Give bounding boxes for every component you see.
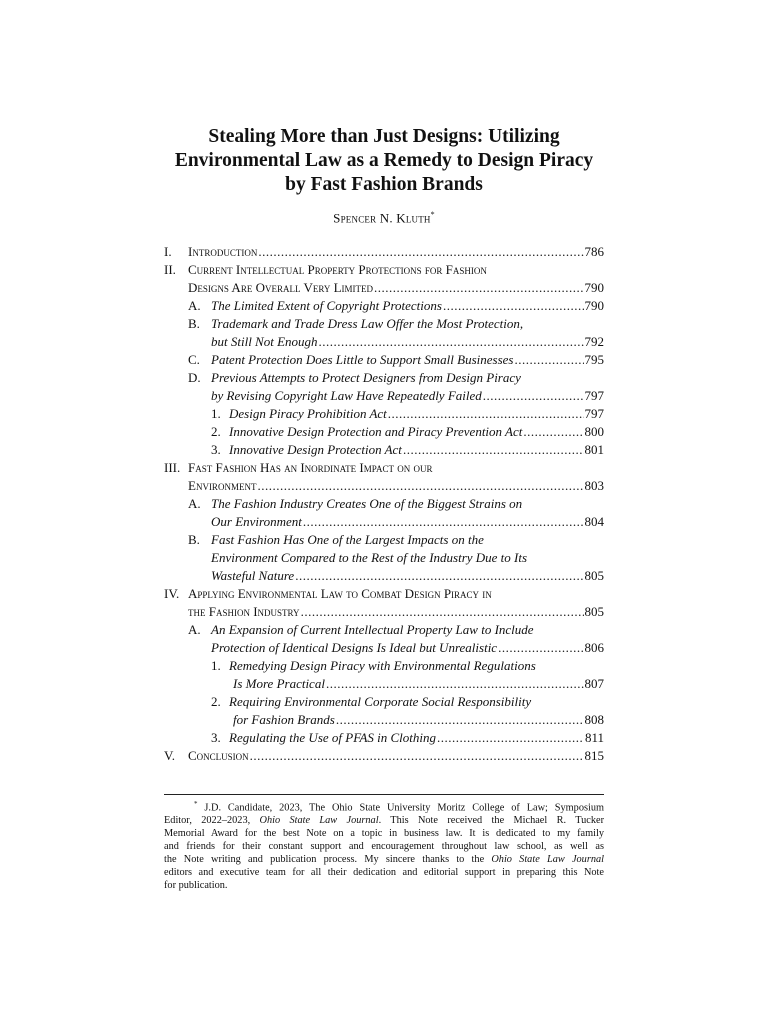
toc-line [164,243,604,261]
author-footnote-mark: * [430,210,435,219]
toc-entry [164,405,604,423]
toc-entry [164,657,604,693]
footnote-mark: * [194,800,198,808]
toc-entry [164,369,604,405]
toc-page-number: 803 [584,478,604,493]
footnote-line [164,853,604,866]
toc-number: 3. [211,730,221,745]
toc-page-number: 808 [584,712,604,727]
toc-page-number: 805 [584,604,604,619]
toc-line [164,261,604,279]
toc-number: III. [164,460,181,475]
toc-dot-leader [523,423,583,441]
toc-dot-leader [374,279,583,297]
table-of-contents [164,243,604,765]
toc-line [164,585,604,603]
toc-line [164,279,604,297]
toc-heading-text: for Fashion Brands [233,712,335,727]
footnote-text: and friends for their constant support and encouragement throughout law school, as well as [164,841,604,853]
toc-line [164,333,604,351]
footnote-line [164,840,604,853]
footnote-text: . This Note received the Michael R. Tucker [378,815,604,827]
toc-heading-text: by Revising Copyright Law Have Repeatedly Failed [211,388,482,403]
toc-page-number: 805 [584,568,604,583]
footnote-line [164,798,604,814]
toc-entry [164,729,604,747]
toc-entry [164,243,604,261]
toc-page-number: 804 [584,514,604,529]
footnote-line [164,879,604,892]
toc-heading-text: The Limited Extent of Copyright Protections [211,298,442,313]
toc-dot-leader [319,333,584,351]
toc-heading-text: Patent Protection Does Little to Support Small Businesses [211,352,514,367]
toc-dot-leader [301,603,584,621]
toc-page-number: 800 [584,424,604,439]
toc-page-number: 786 [584,244,604,259]
toc-page-number: 797 [584,406,604,421]
toc-number: V. [164,748,175,763]
toc-entry [164,351,604,369]
toc-entry [164,297,604,315]
footnote-line [164,814,604,827]
toc-number: 3. [211,442,221,457]
toc-heading-text: Wasteful Nature [211,568,295,583]
footnote-text: Memorial Award for the best Note on a topic in business law. It is dedicated to my family [164,828,604,840]
footnote-text: the Note writing and publication process. My sincere thanks to the [164,854,492,866]
toc-entry [164,459,604,495]
title-line: by Fast Fashion Brands [285,174,483,195]
toc-number: 2. [211,694,221,709]
footnote-line [164,827,604,840]
journal-name: Ohio State Law Journal [491,854,604,866]
toc-heading-text: Fast Fashion Has One of the Largest Impacts on the [211,532,484,547]
footnote [164,798,604,892]
toc-heading-text: Our Environment [211,514,302,529]
toc-entry [164,423,604,441]
toc-number: A. [188,298,201,313]
toc-number: IV. [164,586,180,601]
author-byline [120,210,648,226]
toc-entry [164,621,604,657]
toc-line [164,315,604,333]
toc-heading-text: Regulating the Use of PFAS in Clothing [229,730,437,745]
title-line: Environmental Law as a Remedy to Design Piracy [174,150,594,171]
toc-page-number: 797 [584,388,604,403]
toc-line [164,729,604,747]
toc-heading-text: Applying Environmental Law to Combat Design Piracy in [188,586,492,601]
toc-line [164,567,604,585]
toc-line [164,513,604,531]
footnote-text: J.D. Candidate, 2023, The Ohio State University Moritz College of Law; Symposium [204,802,604,814]
footnote-text: for publication. [164,880,228,892]
toc-line [164,657,604,675]
toc-heading-text: Conclusion [188,748,249,763]
toc-heading-text: but Still Not Enough [211,334,318,349]
toc-line [164,621,604,639]
toc-page-number: 790 [584,298,604,313]
article-title [120,125,648,197]
toc-entry [164,747,604,765]
toc-heading-text: Fast Fashion Has an Inordinate Impact on our [188,460,433,475]
toc-heading-text: Designs Are Overall Very Limited [188,280,374,295]
toc-heading-text: Design Piracy Prohibition Act [229,406,387,421]
toc-line [164,387,604,405]
footnote-text: editors and executive team for all their dedication and editorial support in preparing this Note [164,867,604,879]
toc-dot-leader [388,405,584,423]
toc-number: B. [188,316,200,331]
toc-number: C. [188,352,200,367]
journal-name: Ohio State Law Journal [259,815,379,827]
toc-line [164,459,604,477]
title-line: Stealing More than Just Designs: Utilizing [208,126,560,147]
footnote-divider [164,794,604,795]
toc-dot-leader [295,567,583,585]
toc-page-number: 806 [584,640,604,655]
toc-number: II. [164,262,176,277]
toc-line [164,531,604,549]
toc-line [164,405,604,423]
author-name: Spencer N. Kluth [333,210,431,226]
toc-dot-leader [257,477,583,495]
footnote-text: Editor, 2022–2023, [164,815,260,827]
toc-dot-leader [483,387,584,405]
toc-line [164,351,604,369]
toc-number: 2. [211,424,221,439]
toc-heading-text: Current Intellectual Property Protections for Fashion [188,262,487,277]
toc-dot-leader [326,675,584,693]
toc-page-number: 792 [584,334,604,349]
toc-entry [164,495,604,531]
toc-entry [164,693,604,729]
toc-heading-text: Innovative Design Protection Act [229,442,402,457]
toc-page-number: 790 [584,280,604,295]
toc-entry [164,531,604,585]
toc-line [164,369,604,387]
toc-heading-text: Remedying Design Piracy with Environmental Regulations [229,658,536,673]
toc-dot-leader [514,351,583,369]
toc-number: I. [164,244,172,259]
toc-entry [164,261,604,297]
toc-line [164,747,604,765]
toc-heading-text: An Expansion of Current Intellectual Property Law to Include [211,622,534,637]
toc-line [164,675,604,693]
toc-line [164,639,604,657]
toc-number: D. [188,370,201,385]
toc-line [164,549,604,567]
toc-page-number: 807 [584,676,604,691]
toc-heading-text: Trademark and Trade Dress Law Offer the Most Protection, [211,316,524,331]
toc-line [164,603,604,621]
toc-dot-leader [403,441,584,459]
toc-entry [164,441,604,459]
toc-dot-leader [437,729,584,747]
toc-entry [164,315,604,351]
toc-heading-text: Introduction [188,244,258,259]
toc-line [164,441,604,459]
toc-heading-text: Previous Attempts to Protect Designers from Design Piracy [211,370,521,385]
toc-heading-text: Environment Compared to the Rest of the Industry Due to Its [211,550,528,565]
toc-line [164,477,604,495]
toc-number: 1. [211,658,221,673]
toc-heading-text: The Fashion Industry Creates One of the Biggest Strains on [211,496,523,511]
toc-line [164,711,604,729]
toc-line [164,297,604,315]
toc-dot-leader [258,243,583,261]
toc-line [164,495,604,513]
toc-dot-leader [498,639,583,657]
toc-dot-leader [250,747,584,765]
toc-number: B. [188,532,200,547]
toc-page-number: 815 [584,748,604,763]
toc-dot-leader [336,711,584,729]
toc-dot-leader [443,297,584,315]
toc-line [164,693,604,711]
footnote-line [164,866,604,879]
toc-number: 1. [211,406,221,421]
toc-heading-text: the Fashion Industry [188,604,300,619]
toc-heading-text: Is More Practical [233,676,325,691]
toc-heading-text: Protection of Identical Designs Is Ideal but Unrealistic [211,640,498,655]
toc-number: A. [188,496,201,511]
toc-entry [164,585,604,621]
toc-heading-text: Requiring Environmental Corporate Social Responsibility [229,694,532,709]
toc-page-number: 811 [584,730,604,745]
toc-page-number: 795 [584,352,604,367]
toc-dot-leader [303,513,584,531]
toc-heading-text: Environment [188,478,257,493]
toc-line [164,423,604,441]
toc-page-number: 801 [584,442,604,457]
toc-heading-text: Innovative Design Protection and Piracy Prevention Act [229,424,523,439]
toc-number: A. [188,622,201,637]
